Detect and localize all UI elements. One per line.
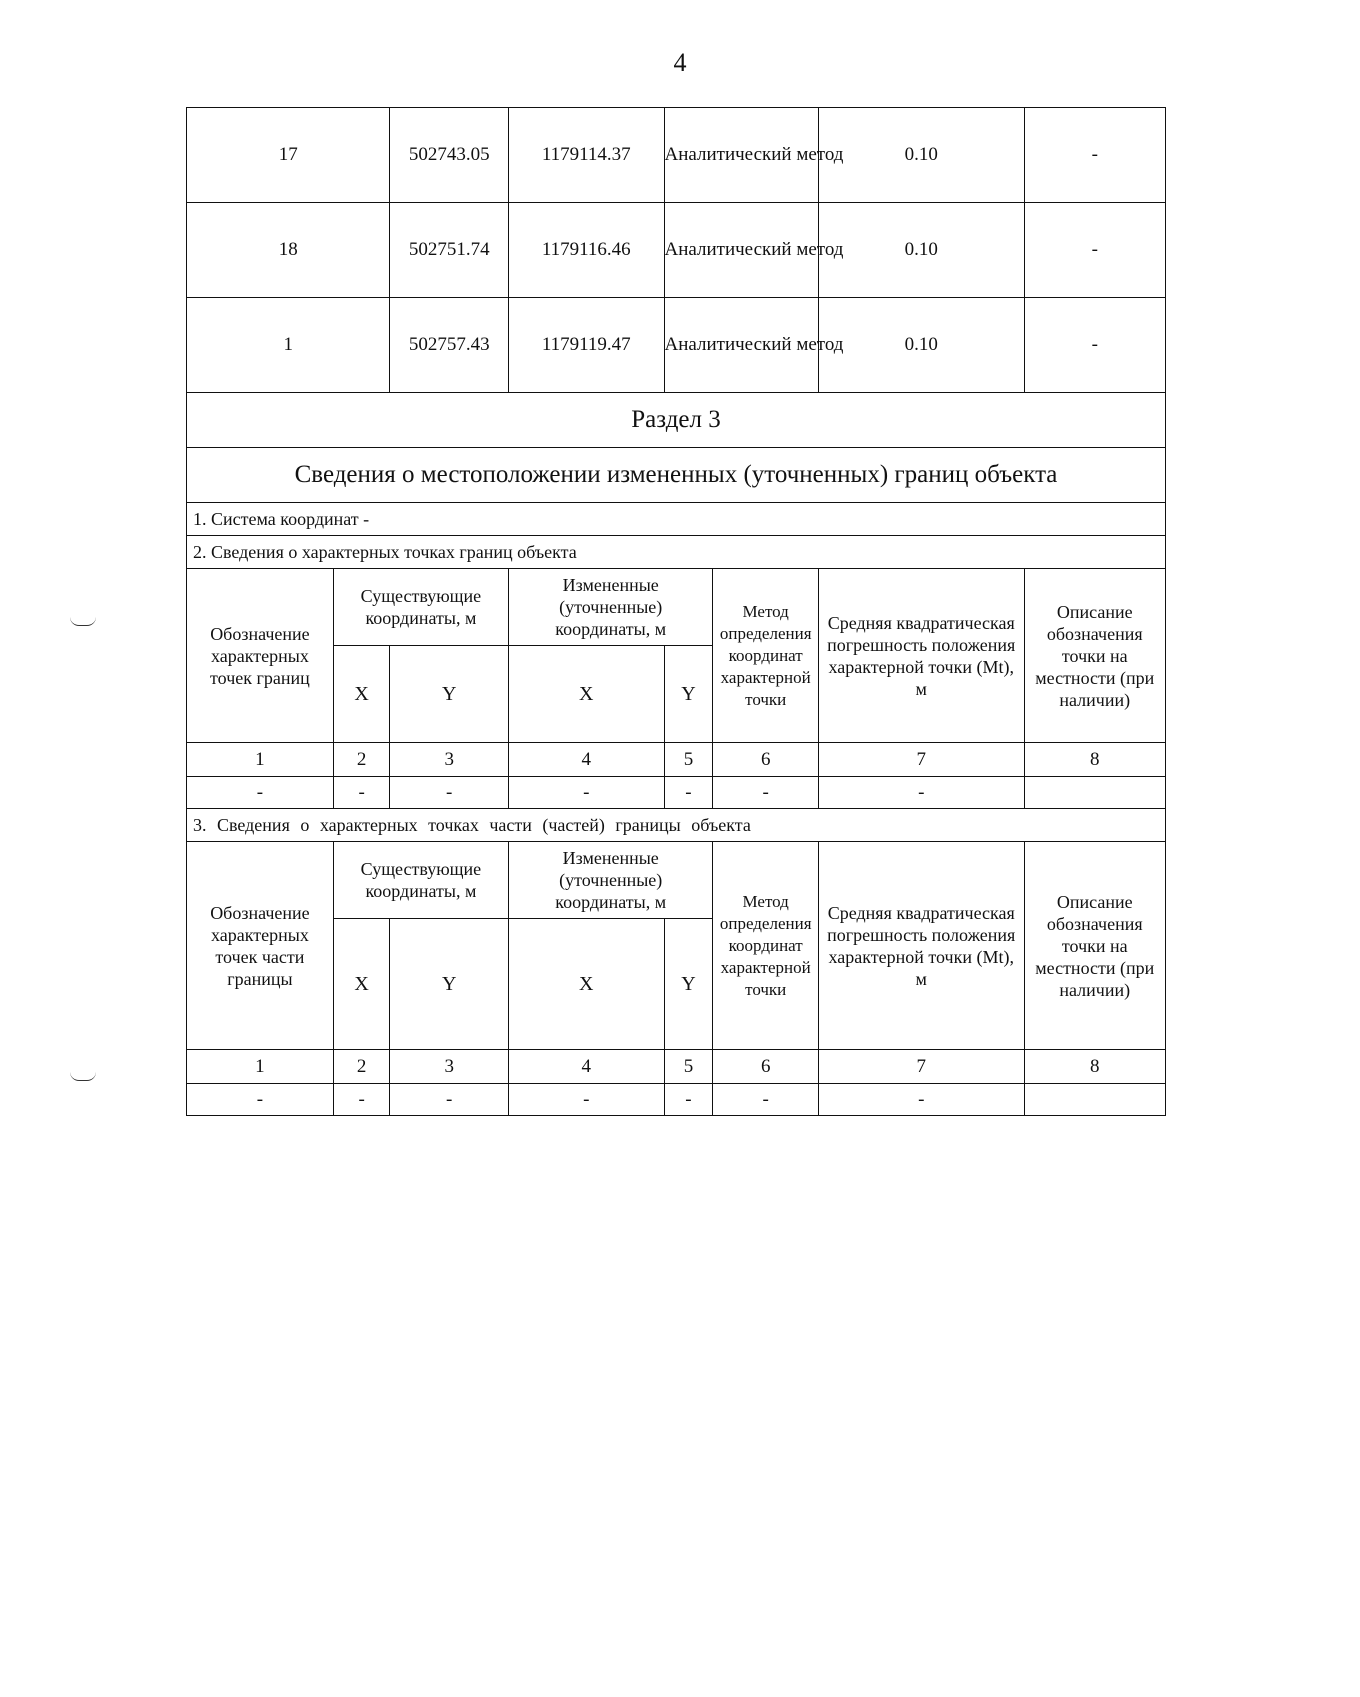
column-number: 6	[713, 1050, 819, 1084]
col-point-header: Обозначение характерных точек части границы	[187, 842, 334, 1050]
col-existing-y: Y	[390, 919, 509, 1050]
section-subtitle: Сведения о местоположении измененных (уточненных) границ объекта	[187, 448, 1166, 503]
x-cell: 502743.05	[390, 108, 509, 203]
column-number: 4	[508, 743, 664, 777]
column-number: 6	[713, 743, 819, 777]
column-number: 8	[1024, 1050, 1165, 1084]
col-method-header: Метод определения координат характерной точки	[713, 842, 819, 1050]
column-number: 5	[664, 743, 713, 777]
method-cell: Аналитический метод	[664, 108, 818, 203]
page-number: 4	[673, 48, 687, 77]
col-description-header: Описание обозначения точки на местности (при наличии)	[1024, 842, 1165, 1050]
column-number: 4	[508, 1050, 664, 1084]
column-number: 3	[390, 743, 509, 777]
cell: -	[508, 1084, 664, 1116]
col-changed-y: Y	[664, 646, 713, 743]
cell	[1024, 1084, 1165, 1116]
error-cell: 0.10	[818, 108, 1024, 203]
cell: -	[664, 1084, 713, 1116]
col-error-header: Средняя квадратическая погрешность положения характерной точки (Mt), м	[818, 569, 1024, 743]
cell: -	[333, 777, 390, 809]
points-section-label: 2. Сведения о характерных точках границ объекта	[187, 536, 1166, 569]
method-cell: Аналитический метод	[664, 203, 818, 298]
column-number: 2	[333, 1050, 390, 1084]
table-row	[187, 108, 1166, 203]
cell: -	[713, 777, 819, 809]
parts-section-label: 3. Сведения о характерных точках части (частей) границы объекта	[187, 809, 1166, 842]
cell	[1024, 777, 1165, 809]
cell: -	[664, 777, 713, 809]
cell: -	[818, 1084, 1024, 1116]
cell: -	[390, 777, 509, 809]
col-changed-header: Измененные (уточненные) координаты, м	[508, 569, 712, 646]
cell: -	[187, 1084, 334, 1116]
column-number: 7	[818, 1050, 1024, 1084]
point-cell: 17	[187, 108, 390, 203]
col-changed-x: X	[508, 646, 664, 743]
description-cell: -	[1024, 298, 1165, 393]
col-changed-y: Y	[664, 919, 713, 1050]
column-number: 3	[390, 1050, 509, 1084]
col-existing-y: Y	[390, 646, 509, 743]
table-row	[187, 298, 1166, 393]
cell: -	[333, 1084, 390, 1116]
column-numbers-row	[187, 1050, 1166, 1084]
cell: -	[818, 777, 1024, 809]
description-cell: -	[1024, 203, 1165, 298]
x-cell: 502757.43	[390, 298, 509, 393]
col-description-header: Описание обозначения точки на местности (при наличии)	[1024, 569, 1165, 743]
point-cell: 1	[187, 298, 390, 393]
column-number: 7	[818, 743, 1024, 777]
table-row	[187, 203, 1166, 298]
column-number: 8	[1024, 743, 1165, 777]
col-method-header: Метод определения координат характерной точки	[713, 569, 819, 743]
table-row	[187, 777, 1166, 809]
column-number: 2	[333, 743, 390, 777]
col-point-header: Обозначение характерных точек границ	[187, 569, 334, 743]
cell: -	[390, 1084, 509, 1116]
coordinates-table	[186, 107, 1166, 1116]
method-cell: Аналитический метод	[664, 298, 818, 393]
column-number: 1	[187, 743, 334, 777]
coord-system-label: 1. Система координат -	[187, 503, 1166, 536]
y-cell: 1179116.46	[508, 203, 664, 298]
col-existing-header: Существующие координаты, м	[333, 842, 508, 919]
x-cell: 502751.74	[390, 203, 509, 298]
column-number: 5	[664, 1050, 713, 1084]
error-cell: 0.10	[818, 298, 1024, 393]
col-existing-x: X	[333, 919, 390, 1050]
col-existing-x: X	[333, 646, 390, 743]
scan-mark	[70, 1072, 96, 1081]
column-numbers-row	[187, 743, 1166, 777]
y-cell: 1179119.47	[508, 298, 664, 393]
section-title: Раздел 3	[187, 393, 1166, 448]
y-cell: 1179114.37	[508, 108, 664, 203]
column-number: 1	[187, 1050, 334, 1084]
col-changed-x: X	[508, 919, 664, 1050]
point-cell: 18	[187, 203, 390, 298]
col-changed-header: Измененные (уточненные) координаты, м	[508, 842, 712, 919]
table-row	[187, 1084, 1166, 1116]
cell: -	[713, 1084, 819, 1116]
cell: -	[187, 777, 334, 809]
col-existing-header: Существующие координаты, м	[333, 569, 508, 646]
error-cell: 0.10	[818, 203, 1024, 298]
col-error-header: Средняя квадратическая погрешность положения характерной точки (Mt), м	[818, 842, 1024, 1050]
scan-mark	[70, 617, 96, 626]
cell: -	[508, 777, 664, 809]
description-cell: -	[1024, 108, 1165, 203]
